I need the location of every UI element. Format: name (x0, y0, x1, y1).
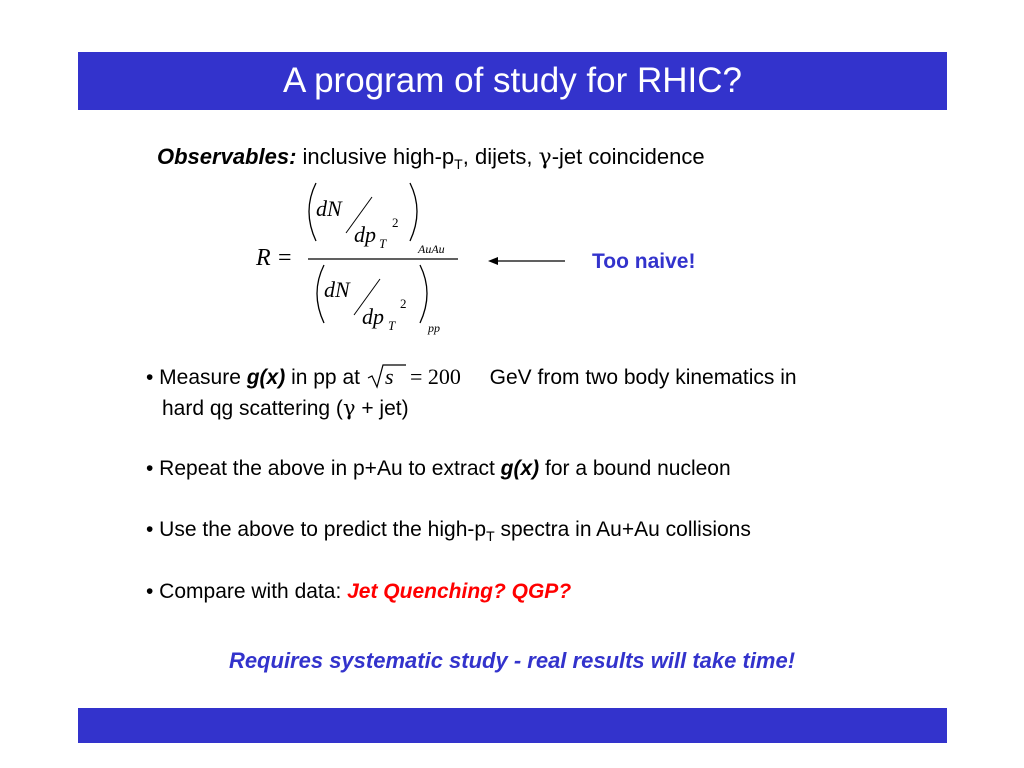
den-sub-t: T (388, 318, 396, 333)
formula-equals: = (278, 245, 292, 271)
formula-lhs: R (256, 245, 271, 271)
bullet1-line2-prefix: hard qg scattering ( (162, 397, 343, 420)
bullet1-suffix: GeV from two body kinematics in (483, 366, 797, 389)
den-right-paren (420, 265, 427, 323)
den-left-paren (317, 265, 324, 323)
sqrt-s: s (384, 364, 394, 389)
conclusion-text: Requires systematic study - real results will take time! (228, 648, 796, 673)
bullet3-suffix: spectra in Au+Au collisions (494, 518, 751, 541)
gamma-symbol: γ (538, 145, 552, 170)
bullet4-prefix: • Compare with data: (146, 580, 348, 603)
bullet2-gx: g(x) (500, 457, 540, 480)
num-dn: dN (316, 196, 342, 221)
slide-title: A program of study for RHIC? (282, 61, 743, 100)
den-dp: dp (362, 304, 384, 329)
bullet-compare (146, 577, 571, 607)
num-subscript: AuAu (418, 242, 445, 256)
num-power: 2 (392, 215, 399, 230)
den-subscript: pp (428, 321, 440, 335)
bullet-predict (146, 515, 751, 551)
bullet1-prefix: • Measure (146, 366, 247, 389)
title-bar (78, 52, 947, 110)
num-sub-t: T (379, 236, 387, 251)
observables-text-suffix: -jet coincidence (551, 144, 705, 169)
bullet3-prefix: • Use the above to predict the high-p (146, 518, 487, 541)
bullet4-red: Jet Quenching? QGP? (347, 580, 572, 603)
observables-line (157, 144, 705, 172)
bullet-measure-line2 (162, 393, 409, 424)
bullet2-prefix: • Repeat the above in p+Au to extract (146, 457, 501, 480)
observables-label: Observables: (157, 144, 297, 169)
num-left-paren (309, 183, 316, 241)
arrow-left-icon (488, 257, 498, 265)
bullet-measure (146, 362, 797, 393)
footer-bar (78, 708, 947, 743)
bullet1-gamma: γ (342, 396, 356, 420)
bullet1-line2-suffix: + jet) (355, 397, 409, 420)
observables-text-prefix: inclusive high-p (302, 144, 455, 169)
too-naive-label: Too naive! (592, 250, 696, 273)
sqrt-value: = 200 (409, 364, 461, 389)
bullet1-mid: in pp at (285, 366, 366, 389)
num-right-paren (410, 183, 417, 241)
den-dn: dN (324, 277, 350, 302)
bullet1-gx: g(x) (246, 366, 286, 389)
num-dp: dp (354, 222, 376, 247)
den-power: 2 (400, 296, 407, 311)
sqrt-s-equation (366, 362, 484, 390)
bullet3-sub-t: T (486, 528, 495, 544)
observables-text-mid: , dijets, (462, 144, 539, 169)
observables-sub-t: T (454, 156, 463, 172)
bullet2-suffix: for a bound nucleon (539, 457, 731, 480)
bullet-repeat (146, 454, 731, 484)
sqrt-graphic (366, 362, 484, 390)
